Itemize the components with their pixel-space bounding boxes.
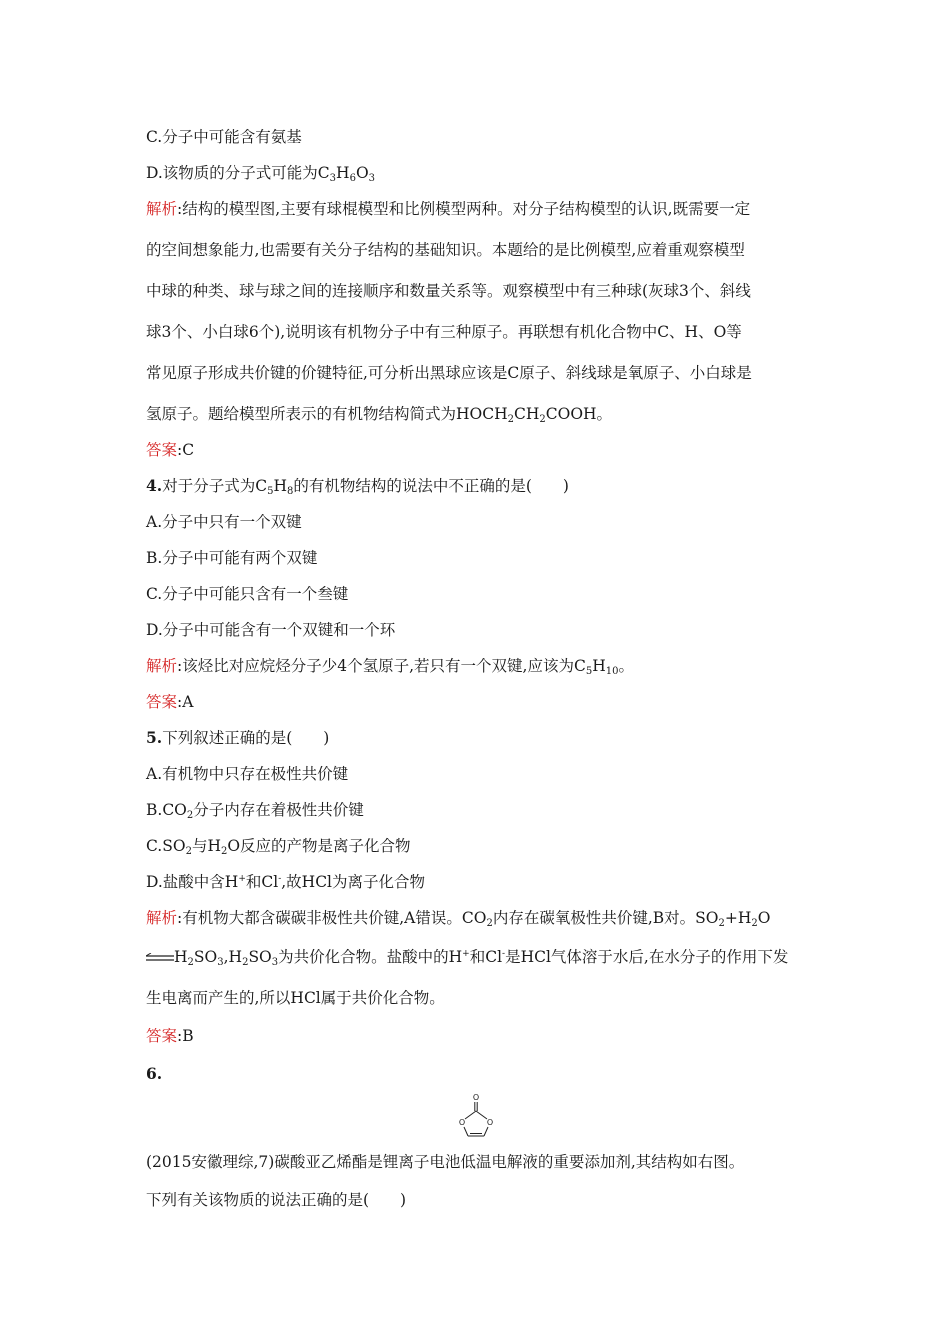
answer-label: 答案: [146, 693, 178, 711]
q4-option-b: B.分子中可能有两个双键: [146, 549, 318, 567]
analysis-label: 解析: [146, 909, 178, 927]
q3-analysis-line-5: 常见原子形成共价键的价键特征,可分析出黑球应该是C原子、斜线球是氧原子、小白球是: [146, 364, 752, 382]
carbonyl-oxygen-label: O: [472, 1093, 480, 1102]
q5-option-a: A.有机物中只存在极性共价键: [146, 765, 349, 783]
q4-stem: 4.对于分子式为$C_5H_8$的有机物结构的说法中不正确的是( ): [146, 476, 569, 497]
q5-option-c: $C.SO_2$与$H_2O$反应的产物是离子化合物: [146, 837, 411, 857]
q5-analysis-line-3: 生电离而产生的,所以HCl属于共价化合物。: [146, 989, 445, 1007]
q5-answer: 答案:B: [146, 1027, 194, 1045]
q6-stem-line-1: (2015安徽理综,7)碳酸亚乙烯酯是锂离子电池低温电解液的重要添加剂,其结构如右图。: [146, 1153, 745, 1171]
q3-analysis-line-1: 解析:结构的模型图,主要有球棍模型和比例模型两种。对分子结构模型的认识,既需要一定: [146, 200, 751, 218]
ring-oxygen-left-label: O: [458, 1118, 466, 1127]
q5-stem: 5.下列叙述正确的是( ): [146, 728, 330, 747]
q6-stem-line-2: 下列有关该物质的说法正确的是( ): [146, 1191, 407, 1209]
q4-option-a: A.分子中只有一个双键: [146, 513, 302, 531]
answer-label: 答案: [146, 1027, 178, 1045]
q4-analysis: 解析:该烃比对应烷烃分子少4个氢原子,若只有一个双键,应该为$C_5H_{10}$。: [146, 657, 634, 677]
q5-analysis-line-1: 解析:有机物大都含碳碳非极性共价键,A错误。$CO_2$内存在碳氧极性共价键,B对。$SO_2+H_2O$: [146, 909, 771, 929]
q5-option-b: $B.CO_2$分子内存在着极性共价键: [146, 801, 364, 821]
q5-option-d: D.盐酸中含H+和Cl-,故HCl为离子化合物: [146, 873, 426, 891]
question-number: 4.: [146, 476, 163, 495]
analysis-label: 解析: [146, 200, 178, 218]
q6-number: [146, 1064, 162, 1084]
q3-option-c: C.分子中可能含有氨基: [146, 128, 302, 146]
vinylene-carbonate-structure: [450, 1092, 502, 1142]
q3-analysis-line-3: 中球的种类、球与球之间的连接顺序和数量关系等。观察模型中有三种球(灰球3个、斜线: [146, 282, 751, 300]
q4-option-c: C.分子中可能只含有一个叁键: [146, 585, 349, 603]
q3-analysis-line-6: 氢原子。题给模型所表示的有机物结构简式为$HOCH_2CH_2COOH$。: [146, 405, 613, 425]
ring-oxygen-right-label: O: [486, 1118, 494, 1127]
q4-option-d: D.分子中可能含有一个双键和一个环: [146, 621, 396, 639]
q3-analysis-line-4: 球3个、小白球6个),说明该有机物分子中有三种原子。再联想有机化合物中C、H、O等: [146, 323, 742, 341]
q4-answer: 答案:A: [146, 693, 194, 711]
question-number: 5.: [146, 728, 163, 747]
q3-analysis-line-2: 的空间想象能力,也需要有关分子结构的基础知识。本题给的是比例模型,应着重观察模型: [146, 241, 745, 259]
question-number: 6.: [146, 1064, 163, 1083]
answer-label: 答案: [146, 441, 178, 459]
reversible-arrow-icon: [146, 953, 174, 963]
q5-analysis-line-2: $H_2SO_3,H_2SO_3$为共价化合物。盐酸中的H+和Cl-是HCl气体溶于水后,在水分子的作用下发: [146, 947, 788, 967]
analysis-label: 解析: [146, 657, 178, 675]
q3-option-d: D.该物质的分子式可能为$C_3H_6O_3$: [146, 164, 376, 184]
q3-answer: 答案:C: [146, 441, 195, 459]
